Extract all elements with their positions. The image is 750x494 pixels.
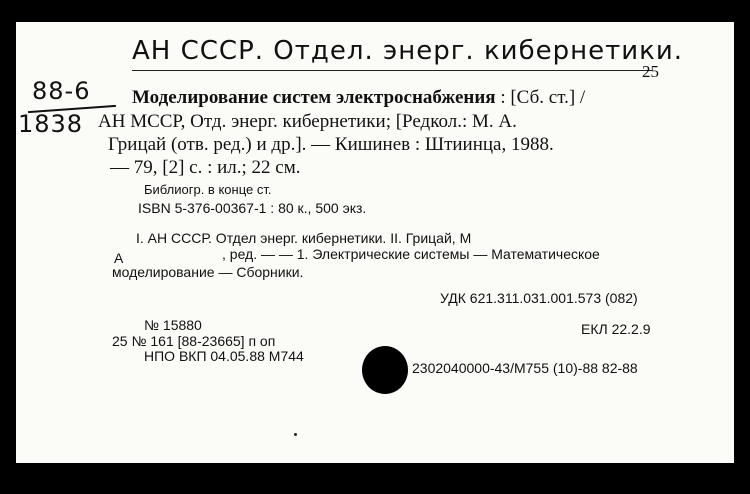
footer-line-3: НПО ВКП 04.05.88 М744 (144, 348, 304, 364)
tracings-line-1: I. АН СССР. Отдел энерг. кибернетики. II. Грицай, М (136, 230, 472, 246)
tracings-line-2a: А (114, 250, 124, 266)
entry-title-rest: : [Сб. ст.] / (495, 87, 586, 108)
isbn-note: ISBN 5-376-00367-1 : 80 к., 500 экз. (138, 200, 367, 216)
entry-line-4: — 79, [2] с. : ил.; 22 см. (110, 157, 301, 178)
bibliography-note: Библиогр. в конце ст. (144, 182, 272, 197)
handwritten-header: АН СССР. Отдел. энерг. кибернетики. (132, 36, 684, 66)
tracings-line-3: моделирование — Сборники. (112, 264, 304, 280)
punch-hole (362, 346, 408, 394)
handwritten-underline (132, 70, 652, 71)
shelf-mark-top: 88-6 (32, 77, 91, 105)
shelf-mark-bottom: 1838 (18, 110, 84, 138)
entry-line-1 (132, 87, 585, 109)
catalog-code: 2302040000-43/М755 (10)-88 82-88 (412, 360, 638, 376)
footer-line-2: 25 № 161 [88-23665] п оп (112, 333, 276, 349)
udk-code: УДК 621.311.031.001.573 (082) (440, 290, 638, 306)
order-number: № 15880 (144, 317, 202, 333)
catalog-card (16, 22, 734, 463)
entry-line-2: АН МССР, Отд. энерг. кибернетики; [Редкол.: М. А. (98, 111, 517, 132)
card-number: 25 (642, 62, 659, 81)
speck (294, 433, 297, 436)
ekl-code: ЕКЛ 22.2.9 (581, 321, 651, 337)
tracings-line-2b: , ред. — — 1. Электрические системы — Математическое (222, 246, 600, 262)
entry-line-3: Грицай (отв. ред.) и др.]. — Кишинев : Штиинца, 1988. (108, 134, 554, 155)
entry-title: Моделирование систем электроснабжения (132, 87, 496, 108)
